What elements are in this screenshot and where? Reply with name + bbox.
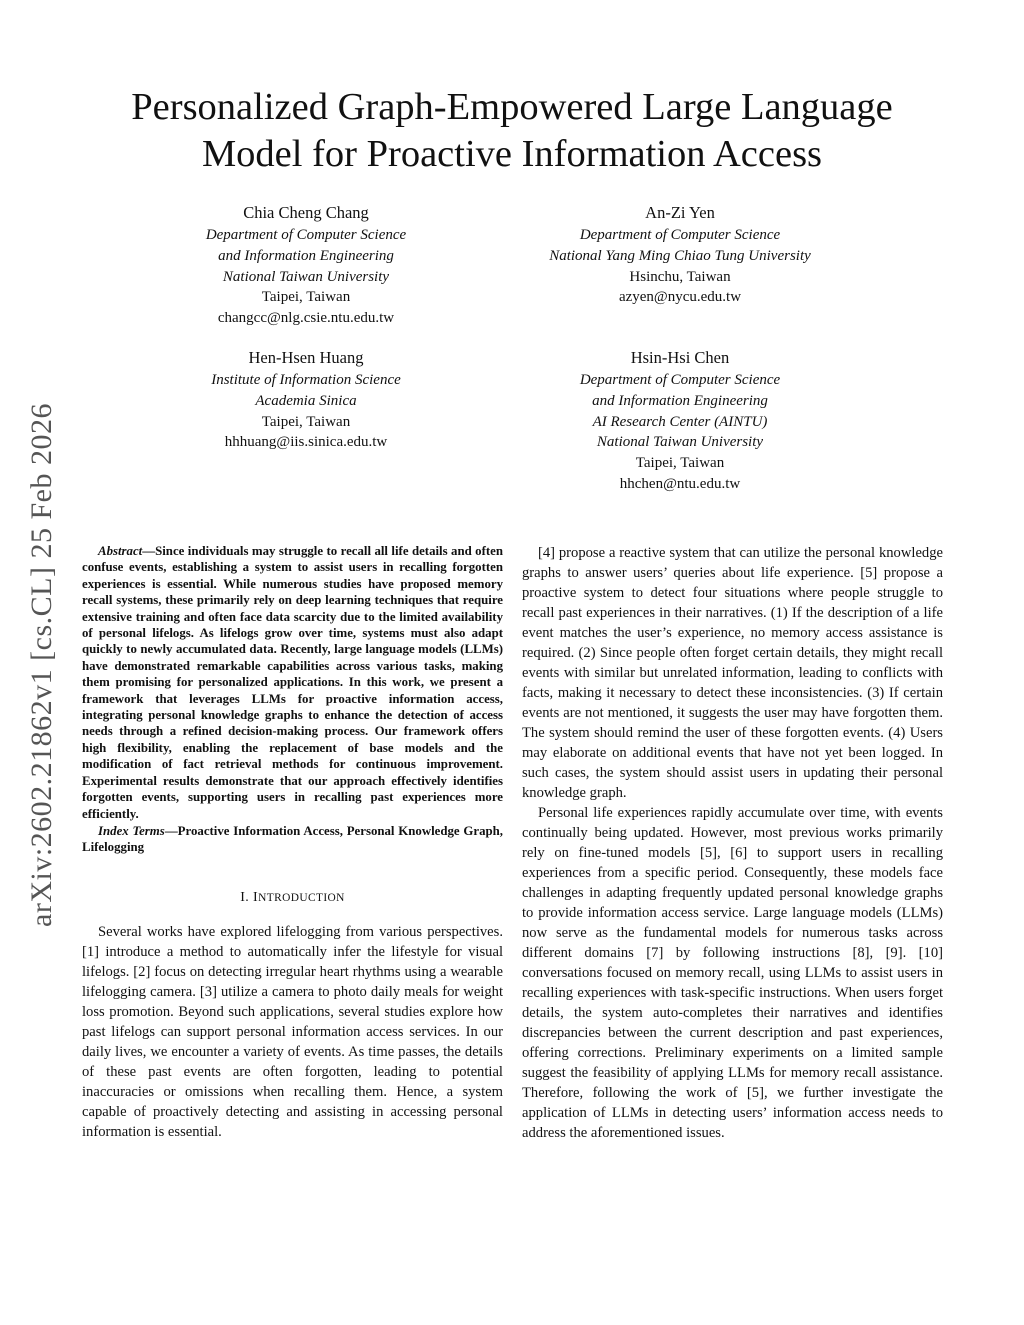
arxiv-id: arXiv:2602.21862v1 [cs.CL] 25 Feb 2026: [25, 403, 58, 927]
author-name: Hen-Hsen Huang: [248, 348, 364, 367]
section-title: NTRODUCTION: [258, 891, 345, 904]
abstract-label: Abstract: [98, 544, 143, 558]
author-location: Hsinchu, Taiwan: [629, 268, 731, 285]
author-department: and Information Engineering: [592, 392, 768, 409]
index-terms-label: Index Terms: [98, 823, 165, 838]
author-block: [156, 201, 456, 329]
paper-title: Personalized Graph-Empowered Large Language Model for Proactive Information Access: [131, 86, 893, 175]
author-department: Department of Computer Science: [579, 227, 781, 243]
abstract-dash: —: [142, 544, 156, 558]
author-department: Department of Computer Science: [579, 372, 781, 388]
paragraph: Several works have explored lifelogging from various perspectives. [1] introduce a method to automatically infer the lifestyle for visual lifelogs. [2] focus on detecting irregular heart rhythms using a wearable lifelogging camera. [3] utilize a camera to photo daily meals for weight loss promotion. Beyond such applications, several studies explore how past lifelogs can support personal information access services. In our daily lives, we encounter a variety of events. As time passes, the details of these past events are often forgotten, leading to potential inaccuracies or omissions when recalling them. Hence, a system capable of proactively detecting and assisting in accessing personal information is essential.: [82, 923, 503, 1140]
index-terms-text: Proactive Information Access, Personal Knowledge Graph, Lifelogging: [82, 823, 503, 855]
section-heading: [82, 890, 503, 906]
right-column: [522, 543, 943, 1143]
author-email: hhhuang@iis.sinica.edu.tw: [224, 434, 388, 451]
author-block: [530, 346, 830, 495]
author-department: Department of Computer Science: [205, 227, 407, 243]
author-name: Chia Cheng Chang: [243, 203, 369, 222]
abstract: [82, 543, 503, 822]
author-institution: National Yang Ming Chiao Tung University: [549, 247, 811, 264]
author-block: [156, 346, 456, 453]
abstract-text: Since individuals may struggle to recall all life details and often confuse events, establishing a system to assist users in recalling forgotten experiences is essential. While numerous studies have proposed memory recall systems, these primarily rely on deep learning techniques that require extensive training and often face data scarcity due to the limited availability of personal lifelogs. As lifelogs grow over time, systems must also adapt quickly to newly accumulated data. Recently, large language models (LLMs) have demonstrated remarkable capabilities across various tasks, making them promising for personalized applications. In this work, we present a framework that leverages LLMs for proactive information access, integrating personal knowledge graphs to enhance the detection of access needs through a refined decision-making process. Our framework offers high flexibility, enabling the replacement of base models and the modification of fact retrieval methods for continuous improvement. Experimental results demonstrate that our approach effectively identifies forgotten events, supporting users in recalling past experiences more efficiently.: [82, 544, 503, 821]
author-institution: National Taiwan University: [596, 434, 764, 451]
author-research-center: AI Research Center (AINTU): [592, 413, 768, 430]
author-email: azyen@nycu.edu.tw: [618, 289, 742, 306]
author-department: Institute of Information Science: [211, 372, 401, 388]
paragraph: [4] propose a reactive system that can utilize the personal knowledge graphs to answer users’ queries about life experience. [5] propose a proactive system to detect four situations where people struggle to recall past experiences in their narratives. (1) If the description of a life event matches the user’s experience, no memory access assistance is required. (2) Since people often forget certain details, they might recall events with similar but unrelated information, leading to conflicts with facts, making it necessary to detect these inconsistencies. (3) If certain events are not mentioned, it suggests the user may have forgotten them. The system should remind the user of these forgotten events. (4) Users may elaborate on additional events that have not yet been logged. In such cases, the system should assist users in updating their personal knowledge graph.: [522, 545, 943, 801]
author-institution: Academia Sinica: [255, 392, 357, 409]
paragraph: Personal life experiences rapidly accumulate over time, with events continually being updated. However, most previous works primarily rely on fine-tuned models [5], [6] to support users in recalling experiences from a specific period. Consequently, these models face challenges in adapting frequently updated personal knowledge graphs to provide information access service. Large language models (LLMs) now serve as the fundamental models for numerous tasks across different domains [7] by following instructions [8], [9]. [10] conversations focused on memory recall, using LLMs to assist users in recalling experiences with task-specific instructions. When users forget details, the system auto-completes their narratives and identifies discrepancies between the current description and past experiences, offering corrections. Preliminary experiments on a limited sample suggest the feasibility of applying LLMs for memory recall assistance. Therefore, following the work of [5], we further investigate the application of LLMs in detecting users’ information access needs to address the aforementioned issues.: [522, 805, 943, 1141]
author-location: Taipei, Taiwan: [261, 289, 351, 306]
index-terms-dash: —: [164, 823, 178, 838]
left-column: [82, 543, 503, 1142]
author-institution: National Taiwan University: [222, 268, 390, 285]
section-numeral: I. I: [240, 889, 259, 905]
author-location: Taipei, Taiwan: [635, 455, 725, 472]
author-email: changcc@nlg.csie.ntu.edu.tw: [217, 310, 395, 327]
author-location: Taipei, Taiwan: [261, 413, 351, 430]
author-block: [510, 201, 850, 308]
arxiv-stamp: [0, 0, 58, 927]
author-name: Hsin-Hsi Chen: [630, 348, 730, 367]
author-email: hhchen@ntu.edu.tw: [619, 475, 741, 492]
index-terms: [82, 823, 503, 856]
author-name: An-Zi Yen: [645, 203, 715, 222]
author-department: and Information Engineering: [218, 247, 394, 264]
